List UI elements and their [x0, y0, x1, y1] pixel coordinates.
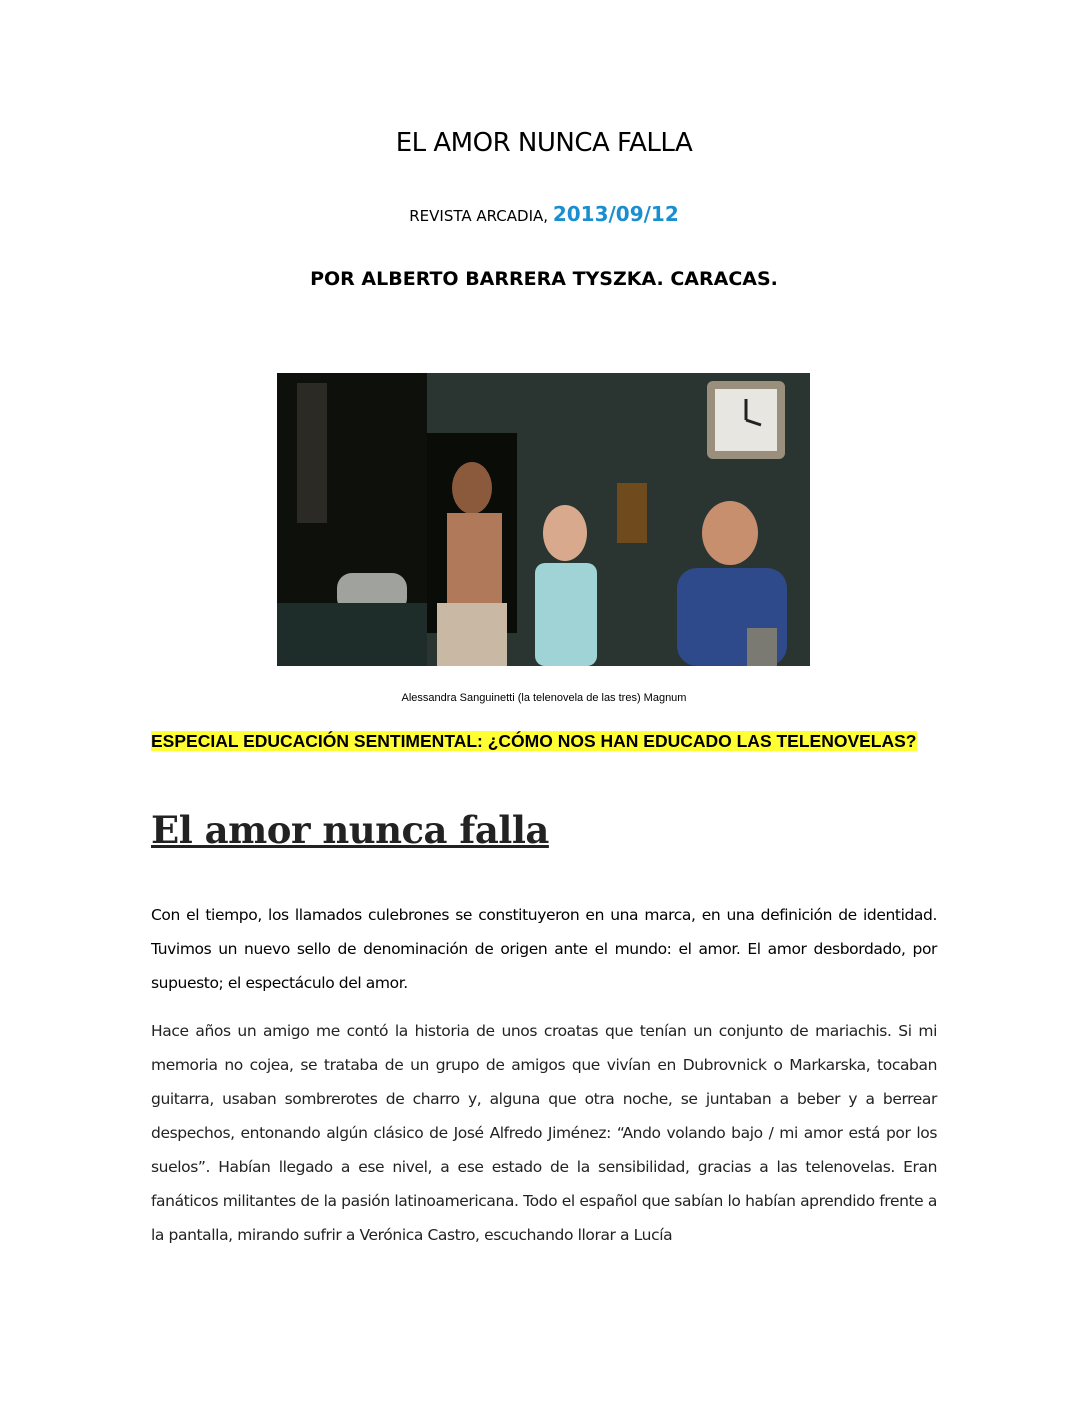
article-headline: El amor nunca falla: [151, 808, 549, 852]
photo-illustration: [277, 373, 810, 666]
byline: POR ALBERTO BARRERA TYSZKA. CARACAS.: [310, 268, 778, 290]
source-line: [0, 202, 1088, 226]
source-name: REVISTA ARCADIA,: [409, 207, 549, 225]
article-photo: [277, 373, 810, 666]
page-title: EL AMOR NUNCA FALLA: [395, 128, 693, 158]
section-kicker: [151, 727, 937, 756]
publication-date: 2013/09/12: [552, 202, 679, 226]
article-paragraph: Hace años un amigo me contó la historia de unos croatas que tenían un conjunto de mariachis. Si mi memoria no cojea, se trataba de un grupo de amigos que vivían en Dubrovnick o Markarska, tocaban guitarra, usaban sombrerotes de charro y, alguna que otra noche, se juntaban a beber y a berrear despechos, entonando algún clásico de José Alfredo Jiménez: “Ando volando bajo / mi amor está por los suelos”. Habían llegado a ese nivel, a ese estado de la sensibilidad, gracias a las telenovelas. Eran fanáticos militantes de la pasión latinoamericana. Todo el español que sabían lo habían aprendido frente a la pantalla, mirando sufrir a Verónica Castro, escuchando llorar a Lucía: [151, 1022, 937, 1244]
article-paragraph: Con el tiempo, los llamados culebrones se constituyeron en una marca, en una definición de identidad. Tuvimos un nuevo sello de denominación de origen ante el mundo: el amor. El amor desbordado, por supuesto; el espectáculo del amor.: [151, 906, 937, 992]
kicker-text: ESPECIAL EDUCACIÓN SENTIMENTAL: ¿CÓMO NOS HAN EDUCADO LAS TELENOVELAS?: [151, 731, 917, 751]
photo-caption: Alessandra Sanguinetti (la telenovela de las tres) Magnum: [401, 692, 687, 704]
